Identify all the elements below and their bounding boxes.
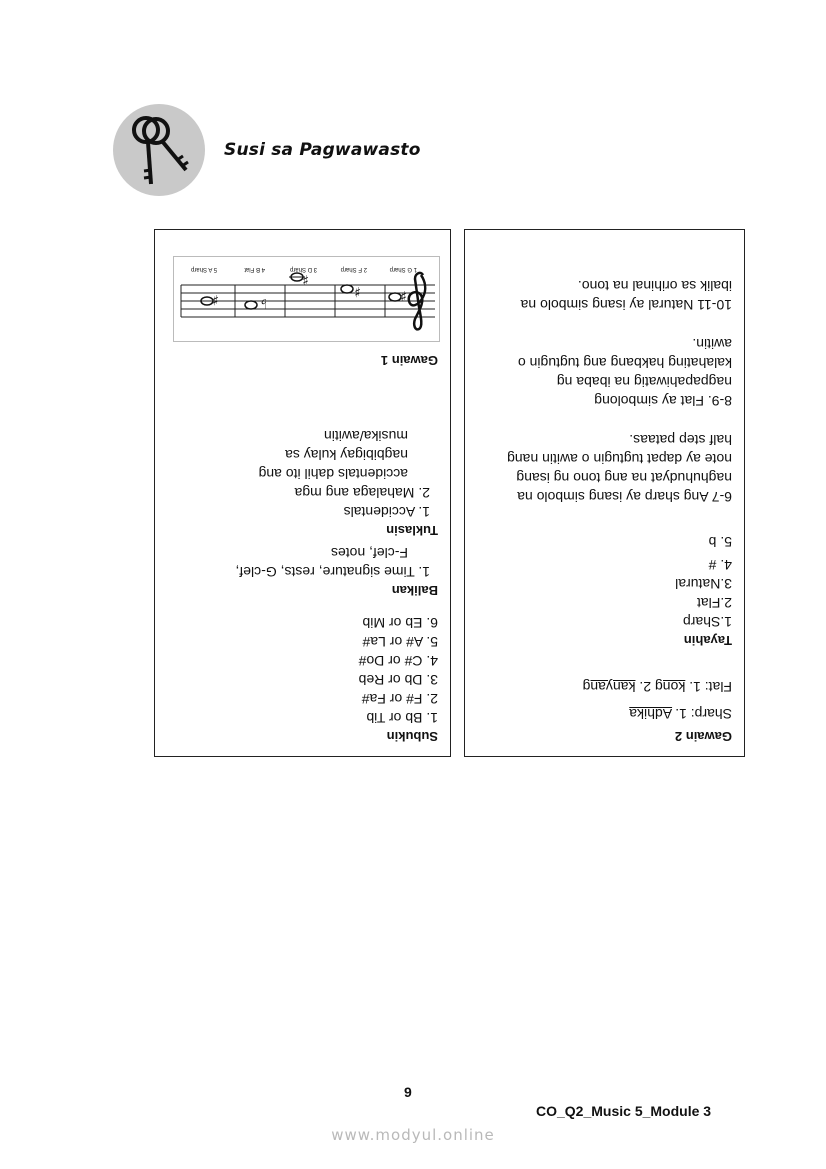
- list-item: 1.Sharp: [682, 614, 732, 630]
- staff-label: 3 D Sharp: [289, 266, 317, 272]
- list-item: 4. #: [708, 557, 732, 573]
- gawain1-heading: Gawain 1: [380, 353, 438, 368]
- staff-label: 1 G Sharp: [389, 266, 417, 272]
- list-item: ibalik sa orihinal na tono.: [577, 278, 732, 294]
- staff-label: 5 A Sharp: [190, 266, 217, 272]
- list-item: 8-9. Flat ay simbolong: [594, 393, 732, 409]
- tayahin-section: [507, 276, 732, 650]
- list-item: nagpapahiwatig na ibaba ng: [556, 374, 732, 390]
- answer-panel-left: [154, 229, 451, 757]
- watermark: www.modyul.online: [331, 1126, 495, 1144]
- list-item: awitin.: [692, 336, 732, 352]
- list-item: 2. Mahalaga ang mga: [294, 485, 430, 501]
- subukin-heading: Subukin: [386, 729, 438, 744]
- list-item: 4. C# or Do#: [358, 653, 438, 669]
- list-item: 2.Flat: [696, 595, 732, 611]
- gawain2-heading: Gawain 2: [674, 729, 732, 744]
- page-number: 9: [404, 1084, 412, 1100]
- balikan-section: [235, 543, 438, 600]
- list-item: F-clef, notes: [330, 545, 408, 561]
- list-item: 10-11 Natural ay isang simbolo na: [520, 297, 732, 313]
- svg-text:♯: ♯: [212, 291, 219, 307]
- list-item: 5. A# or La#: [362, 634, 438, 650]
- balikan-heading: Balikan: [391, 583, 438, 598]
- list-item: 3.Natural: [675, 576, 732, 592]
- gawain1-section: [381, 351, 438, 370]
- answer-panel-right: [464, 229, 745, 757]
- list-item: 6. Eb or Mib: [362, 615, 438, 631]
- gawain2-section: [583, 677, 732, 746]
- list-item: 5. b: [708, 534, 732, 550]
- subukin-section: [359, 613, 438, 746]
- svg-text:♯: ♯: [302, 271, 309, 287]
- keys-icon: [113, 104, 205, 196]
- list-item: accidentals dahil ito ang: [258, 466, 408, 482]
- flat-answer: Flat: 1. kong 2. kanyang: [582, 679, 732, 695]
- list-item: kalahating hakbang ang tugtugin o: [517, 355, 732, 371]
- list-item: naghuhudyat na ang tono ng isang: [516, 470, 732, 486]
- sharp-answer: Sharp: 1. Adhika: [629, 706, 732, 722]
- module-code: CO_Q2_Music 5_Module 3: [536, 1103, 712, 1119]
- staff-label: 4 B Flat: [244, 266, 265, 272]
- music-staff-figure: [173, 256, 440, 342]
- list-item: nagbibigay kulay sa: [285, 447, 408, 463]
- list-item: 1. Time signature, rests, G-clef,: [235, 564, 430, 580]
- list-item: 2. F# or Fa#: [361, 691, 438, 707]
- staff-label: 2 F Sharp: [340, 266, 367, 272]
- svg-text:♯: ♯: [354, 283, 361, 299]
- tuklasin-section: [259, 426, 438, 540]
- svg-text:♯: ♯: [400, 287, 407, 303]
- list-item: half step pataas.: [629, 432, 732, 448]
- tuklasin-heading: Tuklasin: [386, 523, 438, 538]
- list-item: 6-7 Ang sharp ay isang simbolo na: [517, 489, 732, 505]
- list-item: 1. Bb or Tib: [366, 710, 438, 726]
- page-title: Susi sa Pagwawasto: [224, 140, 421, 160]
- list-item: 1. Accidentals: [343, 504, 430, 520]
- list-item: musika/awitin: [323, 428, 408, 444]
- list-item: note ay dapat tugtugin o awitin nang: [507, 451, 732, 467]
- list-item: 3. Db or Reb: [358, 672, 438, 688]
- tayahin-heading: Tayahin: [683, 633, 732, 648]
- svg-text:♭: ♭: [260, 295, 267, 311]
